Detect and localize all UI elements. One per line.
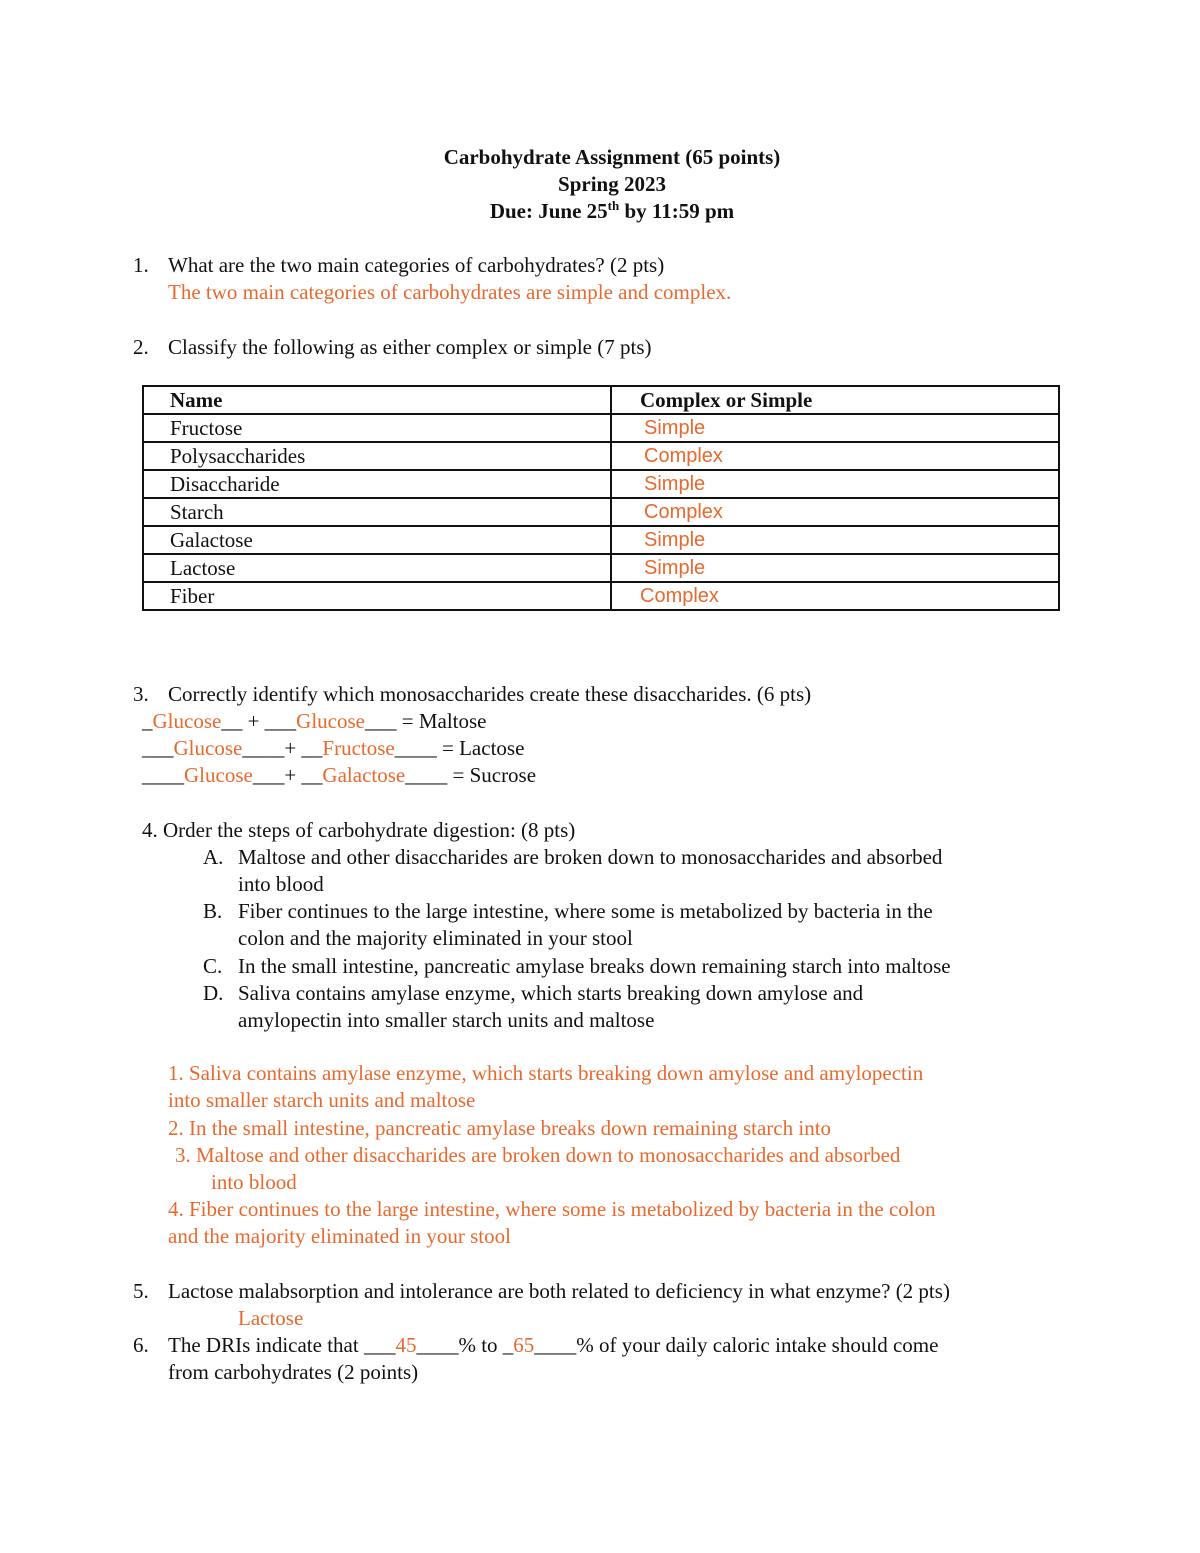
row-type-answer: Simple (611, 554, 1059, 582)
q3-question: Correctly identify which monosaccharides create these disaccharides. (6 pts) (168, 682, 812, 706)
row-type-answer: Complex (611, 582, 1059, 610)
blank: ____ = (394, 736, 460, 760)
option-letter: B. (203, 899, 223, 923)
q2-number: 2. (133, 335, 149, 359)
order-answer: 3. Maltose and other disaccharides are broken down to monosaccharides and absorbed (175, 1143, 901, 1167)
row-name: Galactose (143, 526, 611, 554)
due-suffix: by 11:59 pm (619, 199, 735, 223)
row-name: Lactose (143, 554, 611, 582)
table-row (143, 554, 1059, 582)
q6-text: The DRIs indicate that ___ (168, 1333, 396, 1357)
blank: ___ = (365, 709, 419, 733)
disaccharide-line (142, 708, 487, 735)
order-answer: into blood (211, 1170, 297, 1194)
blank: __ + ___ (221, 709, 297, 733)
blank: ___ (142, 736, 174, 760)
blank: ___+ __ (252, 763, 323, 787)
table-row (143, 442, 1059, 470)
option-letter: C. (203, 954, 223, 978)
q6-number: 6. (133, 1333, 149, 1357)
row-type-answer: Simple (611, 414, 1059, 442)
blank: ____ (142, 763, 184, 787)
monosaccharide-answer: Glucose (296, 709, 365, 733)
table-header-row (143, 386, 1059, 414)
q4-question: 4. Order the steps of carbohydrate digestion: (8 pts) (142, 818, 576, 842)
disaccharide-line (142, 762, 536, 789)
row-name: Polysaccharides (143, 442, 611, 470)
monosaccharide-answer: Glucose (173, 736, 243, 760)
q6-text: ____% to _ (416, 1333, 514, 1357)
row-type-answer: Simple (611, 470, 1059, 498)
option-letter: D. (203, 981, 224, 1005)
q6-question (168, 1332, 938, 1359)
option-text: In the small intestine, pancreatic amylase breaks down remaining starch into maltose (238, 954, 951, 978)
monosaccharide-answer: Glucose (184, 763, 253, 787)
q1-question: What are the two main categories of carbohydrates? (2 pts) (168, 253, 665, 277)
row-name: Disaccharide (143, 470, 611, 498)
q6-answer-low: 45 (395, 1333, 417, 1357)
q3-number: 3. (133, 682, 149, 706)
option-text: into blood (238, 872, 324, 896)
monosaccharide-answer: Fructose (322, 736, 395, 760)
disaccharide-name: Lactose (459, 736, 525, 760)
due-date (0, 198, 1200, 225)
assignment-title: Carbohydrate Assignment (65 points) (443, 145, 781, 169)
q6-answer-high: 65 (513, 1333, 535, 1357)
table-row (143, 526, 1059, 554)
option-text: Saliva contains amylase enzyme, which starts breaking down amylose and (238, 981, 864, 1005)
option-text: colon and the majority eliminated in your stool (238, 926, 633, 950)
term-label: Spring 2023 (558, 172, 666, 196)
q1-number: 1. (133, 253, 149, 277)
monosaccharide-answer: Galactose (322, 763, 406, 787)
order-answer: 1. Saliva contains amylase enzyme, which starts breaking down amylose and amylopectin (168, 1061, 924, 1085)
q5-number: 5. (133, 1279, 149, 1303)
q6-text: ____% of your daily caloric intake should come (534, 1333, 939, 1357)
blank: _ (142, 709, 153, 733)
option-text: Maltose and other disaccharides are broken down to monosaccharides and absorbed (238, 845, 943, 869)
disaccharide-line (142, 735, 524, 762)
header-name: Name (143, 386, 611, 414)
order-answer: into smaller starch units and maltose (168, 1088, 476, 1112)
q2-question: Classify the following as either complex or simple (7 pts) (168, 335, 652, 359)
monosaccharide-answer: Glucose (152, 709, 222, 733)
row-name: Fructose (143, 414, 611, 442)
option-text: Fiber continues to the large intestine, where some is metabolized by bacteria in the (238, 899, 933, 923)
q6-text-line2: from carbohydrates (2 points) (168, 1360, 419, 1384)
q5-question: Lactose malabsorption and intolerance are both related to deficiency in what enzyme? (2 pts) (168, 1279, 950, 1303)
row-name: Starch (143, 498, 611, 526)
q1-answer: The two main categories of carbohydrates are simple and complex. (168, 280, 732, 304)
due-superscript: th (607, 198, 620, 213)
blank: ____ = (405, 763, 470, 787)
row-name: Fiber (143, 582, 611, 610)
table-row (143, 414, 1059, 442)
q5-answer: Lactose (238, 1306, 304, 1330)
classification-table (142, 385, 1060, 611)
row-type-answer: Complex (611, 498, 1059, 526)
blank: ____+ __ (242, 736, 323, 760)
table-row (143, 470, 1059, 498)
due-prefix: Due: June 25 (489, 199, 608, 223)
table-row (143, 582, 1059, 610)
option-letter: A. (203, 845, 224, 869)
option-text: amylopectin into smaller starch units and maltose (238, 1008, 655, 1032)
order-answer: 4. Fiber continues to the large intestine, where some is metabolized by bacteria in the colon (168, 1197, 936, 1221)
order-answer: and the majority eliminated in your stool (168, 1224, 511, 1248)
row-type-answer: Complex (611, 442, 1059, 470)
row-type-answer: Simple (611, 526, 1059, 554)
order-answer: 2. In the small intestine, pancreatic amylase breaks down remaining starch into (168, 1116, 832, 1140)
table-row (143, 498, 1059, 526)
header-type: Complex or Simple (611, 386, 1059, 414)
disaccharide-name: Maltose (418, 709, 487, 733)
disaccharide-name: Sucrose (469, 763, 537, 787)
